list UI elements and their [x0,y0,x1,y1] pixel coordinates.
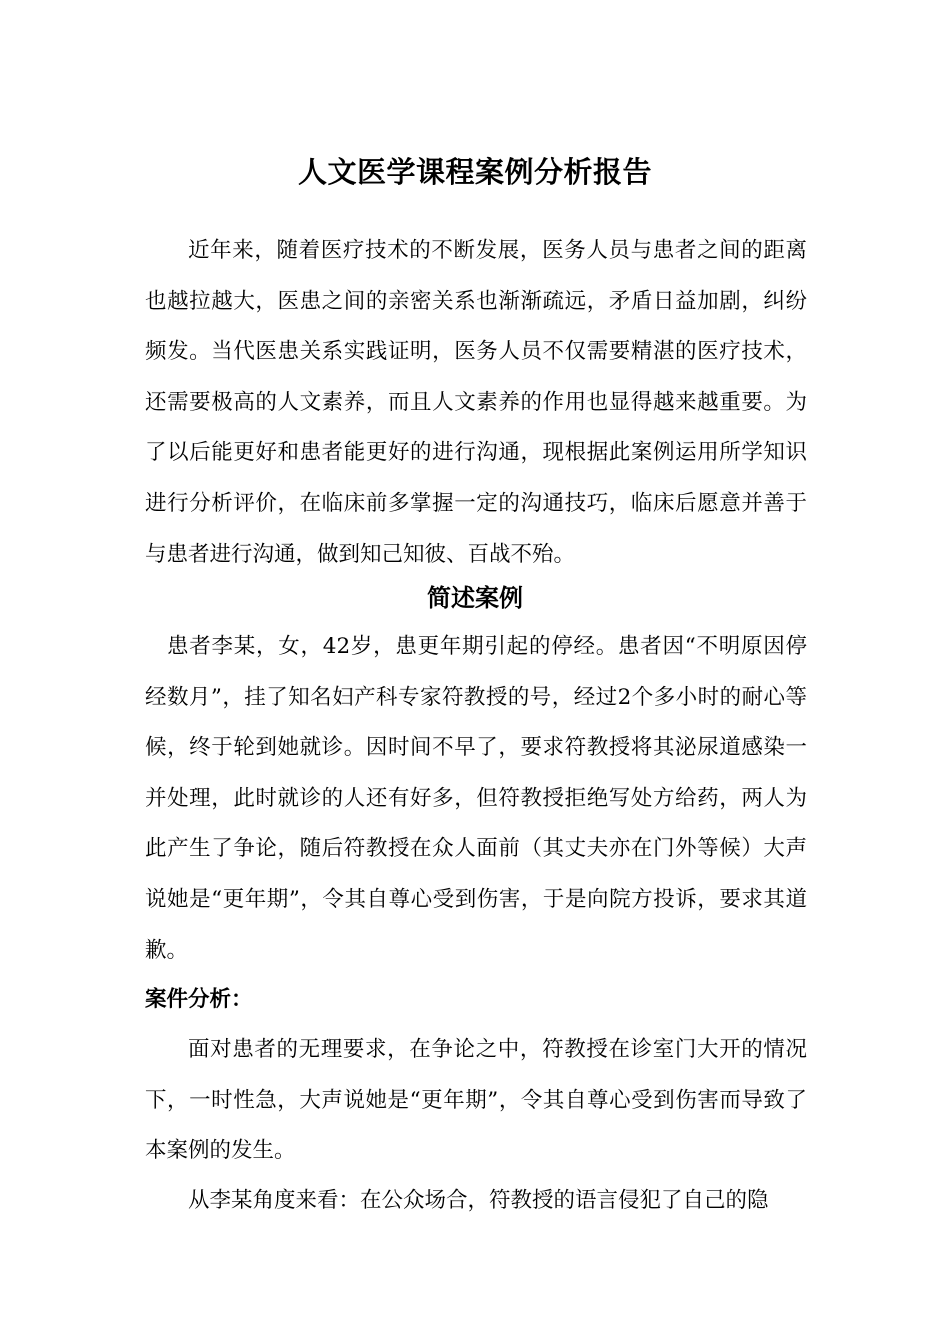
case-paragraph: 患者李某，女，42岁，患更年期引起的停经。患者因“不明原因停经数月”，挂了知名妇产科专家符教授的号，经过2个多小时的耐心等候，终于轮到她就诊。因时间不早了，要求符教授将其泌尿道感染一并处理，此时就诊的人还有好多，但符教授拒绝写处方给药，两人为此产生了争论，随后符教授在众人面前（其丈夫亦在门外等候）大声说她是“更年期”，令其自尊心受到伤害，于是向院方投诉，要求其道歉。 [145,634,807,963]
perspective-paragraph: 从李某角度来看：在公众场合，符教授的语言侵犯了自己的隐 [188,1188,769,1213]
case-heading: 简述案例 [427,583,523,612]
intro-paragraph: 近年来，随着医疗技术的不断发展，医务人员与患者之间的距离也越拉越大，医患之间的亲密关系也渐渐疏远，矛盾日益加剧，纠纷频发。当代医患关系实践证明，医务人员不仅需要精湛的医疗技术，还需要极高的人文素养，而且人文素养的作用也显得越来越重要。为了以后能更好和患者能更好的进行沟通，现根据此案例运用所学知识进行分析评价，在临床前多掌握一定的沟通技巧，临床后愿意并善于与患者进行沟通，做到知己知彼、百战不殆。 [145,238,807,567]
analysis-paragraph: 面对患者的无理要求，在争论之中，符教授在诊室门大开的情况下，一时性急，大声说她是“更年期”，令其自尊心受到伤害而导致了本案例的发生。 [145,1037,807,1164]
analysis-heading: 案件分析： [145,987,253,1012]
document-title: 人文医学课程案例分析报告 [297,155,652,189]
